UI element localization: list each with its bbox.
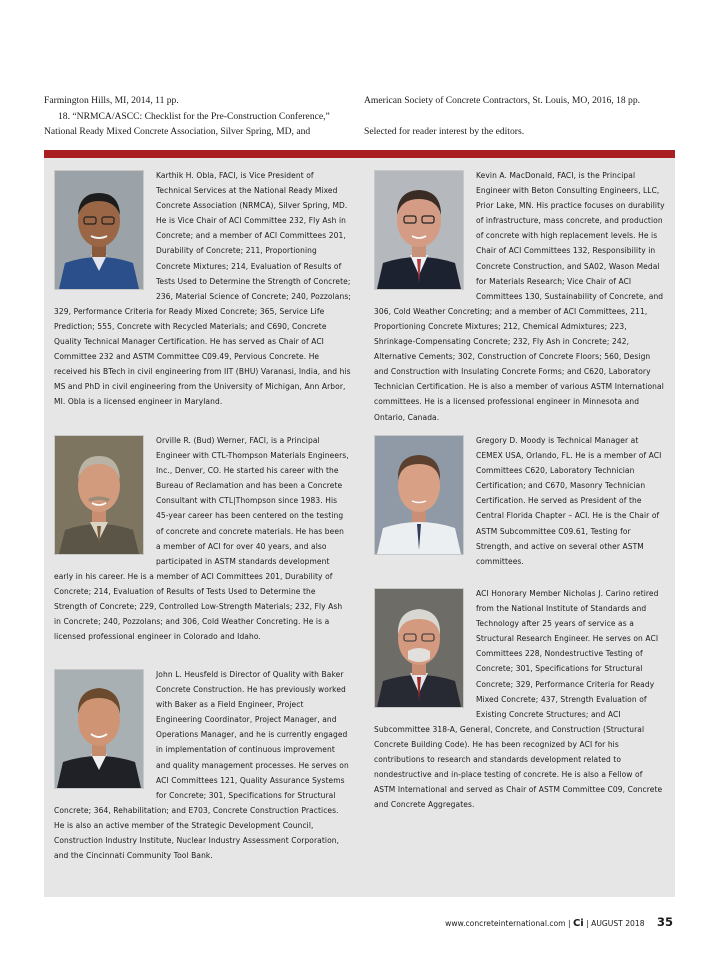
bio-text: Karthik H. Obla, FACI, is Vice President of Technical Services at the National Ready Mixed Concrete Association (NRMCA), Silver Spring, MD. He is Vice Chair of ACI Committee 232, Fly Ash in Concrete; and a member of ACI Committees 201, Durability of Concrete; 211, Proportioning Concrete Mixtures; 214, Evaluation of Results of Tests Used to Determine the Strength of Concrete; 236, Material Science of Concrete; 240, Pozzolans; 329, Performance Criteria for Ready Mixed Concrete; 365, Service Life Prediction; 555, Concrete with Recycled Materials; and C690, Concrete Quality Technical Manager Certification. He has served as Chair of ACI Committee 232 and ASTM Committee C09.49, Pervious Concrete. He received his BTech in civil engineering from IIT (BHU) Varanasi, India, and his MS and PhD in civil engineering from the University of Michigan, Ann Arbor, MI. Obla is a licensed engineer in Maryland. [54,171,351,407]
reference-line: American Society of Concrete Contractors, St. Louis, MO, 2016, 18 pp. [364,95,641,106]
author-bio-moody [374,433,666,569]
author-bio-macdonald [374,168,666,425]
author-photo-moody [374,435,464,555]
footer-separator: | [567,919,571,928]
author-bio-heusfeld [54,667,351,863]
bio-text: John L. Heusfeld is Director of Quality with Baker Concrete Construction. He has previously worked with Baker as a Field Engineer, Project Engineering Coordinator, Project Manager, and Operations Manager, and he is currently engaged in implementation of continuous improvement and quality management processes. He serves on ACI Committees 121, Quality Assurance Systems for Concrete; 301, Specifications for Structural Concrete; 364, Rehabilitation; and E703, Concrete Construction Practices. He is also an active member of the Strategic Development Council, Construction Industry Institute, Nuclear Industry Assessment Corporation, and the Cincinnati Community Tool Bank. [54,670,349,861]
author-bio-werner [54,433,351,644]
reference-line: National Ready Mixed Concrete Association, Silver Spring, MD, and [44,126,311,138]
bio-text: Orville R. (Bud) Werner, FACI, is a Principal Engineer with CTL-Thompson Materials Engineers, Inc., Denver, CO. He started his career with the Bureau of Reclamation and has been a Concrete Consultant with CTL|Thompson since 1983. His 45-year career has been centered on the testing of concrete and concrete materials. He has been a member of ACI for over 40 years, and also participated in ASTM standards development early in his career. He is a member of ACI Committees 201, Durability of Concrete; 214, Evaluation of Results of Tests Used to Determine the Strength of Concrete; 229, Controlled Low-Strength Materials; 232, Fly Ash in Concrete; 240, Pozzolans; and 306, Cold Weather Concreting. He is a licensed professional engineer in Colorado and Idaho. [54,436,349,642]
ci-logo: Ci [572,918,584,929]
author-photo-werner [54,435,144,555]
page-number: 35 [656,915,673,929]
author-bio-carino [374,586,666,812]
footer-separator: | [586,919,589,928]
section-divider-bar [44,150,675,158]
author-bio-obla [54,168,351,410]
bio-text: ACI Honorary Member Nicholas J. Carino retired from the National Institute of Standards and Technology after 25 years of service as a Structural Research Engineer. He serves on ACI Committees 228, Nondestructive Testing of Concrete; 301, Specifications for Structural Concrete; 329, Performance Criteria for Ready Mixed Concrete; 437, Strength Evaluation of Existing Concrete Structures; and ACI Subcommittee 318-A, General, Concrete, and Construction (Structural Concrete Building Code). He has been recognized by ACI for his contributions to research and standards development related to nondestructive and in-place testing of concrete. He is also a Fellow of ASTM International and served as Chair of ASTM Committee C09, Concrete and Concrete Aggregates. [374,589,663,810]
reference-line: 18. “NRMCA/ASCC: Checklist for the Pre-Construction Conference,” [58,110,330,122]
bio-text: Gregory D. Moody is Technical Manager at CEMEX USA, Orlando, FL. He is a member of ACI Committees C620, Laboratory Technician Certification; and C670, Masonry Technician Certification. He served as President of the Central Florida Chapter – ACI. He is the Chair of ASTM Subcommittee C09.61, Testing for Strength, and active on several other ASTM committees. [476,436,662,566]
references-right-column [364,93,674,140]
author-photo-heusfeld [54,669,144,789]
author-photo-macdonald [374,170,464,290]
author-photo-obla [54,170,144,290]
reference-spacer [364,109,674,125]
bio-text: Kevin A. MacDonald, FACI, is the Principal Engineer with Beton Consulting Engineers, LLC, Prior Lake, MN. His practice focuses on durability of infrastructure, mass concrete, and production of concrete with high replacement levels. He is Chair of ACI Committees 132, Responsibility in Concrete Construction, and SA02, Wason Medal for Materials Research; Vice Chair of ACI Committees 130, Sustainability of Concrete, and 306, Cold Weather Concreting; and a member of ACI Committees, 211, Proportioning Concrete Mixtures; 212, Chemical Admixtures; 223, Shrinkage-Compensating Concrete; 232, Fly Ash in Concrete; 242, Alternative Cements; 302, Construction of Concrete Floors; 560, Design and Construction with Insulating Concrete Forms; and C620, Laboratory Technician Certification. He is also a member of various ASTM International committees. He is a licensed professional engineer in Minnesota and Ontario, Canada. [374,171,665,422]
footer-url: www.concreteinternational.com [445,919,566,928]
editor-note: Selected for reader interest by the editors. [364,126,525,138]
reference-line: Farmington Hills, MI, 2014, 11 pp. [44,95,179,106]
author-photo-carino [374,588,464,708]
page-footer [445,915,673,929]
references-left-column [44,93,344,140]
footer-date: AUGUST 2018 [591,919,645,928]
